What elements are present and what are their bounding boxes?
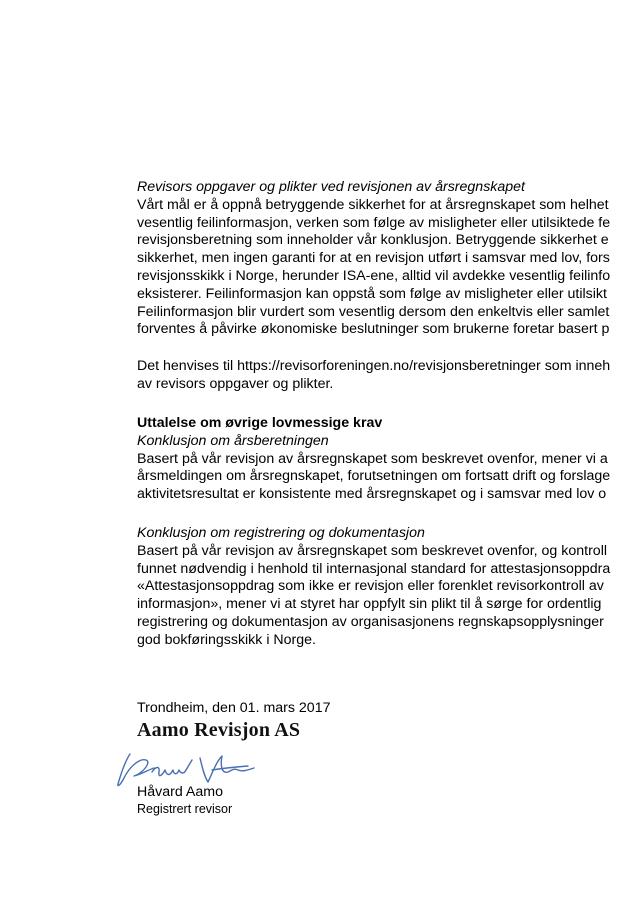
body-line: eksisterer. Feilinformasjon kan oppstå som følge av misligheter eller utilsikt [137,285,607,302]
body-line: vesentlig feilinformasjon, verken som følge av misligheter eller utilsiktede fe [137,214,611,231]
body-line: «Attestasjonsoppdrag som ikke er revisjon eller forenklet revisorkontroll av [137,578,604,595]
signer-title: Registrert revisor [137,801,233,816]
body-line: forventes å påvirke økonomiske beslutninger som brukerne foretar basert p [137,321,610,338]
body-line: god bokføringsskikk i Norge. [137,631,316,648]
subsection-heading: Konklusjon om årsberetningen [137,432,329,449]
body-line: funnet nødvendig i henhold til internasjonal standard for attestasjonsoppdra [137,560,611,577]
body-line: sikkerhet, men ingen garanti for at en revisjon utført i samsvar med lov, fors [137,250,610,267]
body-line: aktivitetsresultat er konsistente med årsregnskapet og i samsvar med lov o [137,486,607,503]
subsection-heading: Konklusjon om registrering og dokumentasjon [137,525,425,541]
body-line: Feilinformasjon blir vurdert som vesentlig dersom den enkeltvis eller samlet [137,303,610,320]
body-line: årsmeldingen om årsregnskapet, forutsetningen om fortsatt drift og forslage [137,468,611,485]
section-legal-requirements [137,415,610,504]
body-line: Vårt mål er å oppnå betryggende sikkerhet for at årsregnskapet som helhet [137,196,609,213]
reference-line: Det henvises til https://revisorforeningen.no/revisjonsberetninger som inneh [137,358,611,374]
reference-paragraph [137,358,610,394]
body-line: Basert på vår revisjon av årsregnskapet som beskrevet ovenfor, og kontroll [137,542,607,559]
company-stamp: Aamo Revisjon AS [137,719,301,741]
place-date [137,700,330,718]
section-revisor-duties [137,179,610,339]
signer-name: Håvard Aamo [137,784,223,800]
place-date-text: Trondheim, den 01. mars 2017 [137,700,331,716]
body-line: revisjonsskikk i Norge, herunder ISA-ene, alltid vil avdekke vesentlig feilinfo [137,267,611,284]
body-line: registrering og dokumentasjon av organisasjonens regnskapsopplysninger [137,613,604,630]
reference-line: av revisors oppgaver og plikter. [137,375,334,392]
signer-block [137,784,232,817]
body-line: revisjonsberetning som inneholder vår konklusjon. Betryggende sikkerhet e [137,232,609,249]
subsection-registration [137,525,610,650]
body-line: informasjon», mener vi at styret har oppfylt sin plikt til å sørge for ordentlig [137,596,602,613]
section-heading: Revisors oppgaver og plikter ved revisjonen av årsregnskapet [137,179,525,195]
section-heading: Uttalelse om øvrige lovmessige krav [137,415,383,431]
body-line: Basert på vår revisjon av årsregnskapet som beskrevet ovenfor, mener vi a [137,450,608,467]
